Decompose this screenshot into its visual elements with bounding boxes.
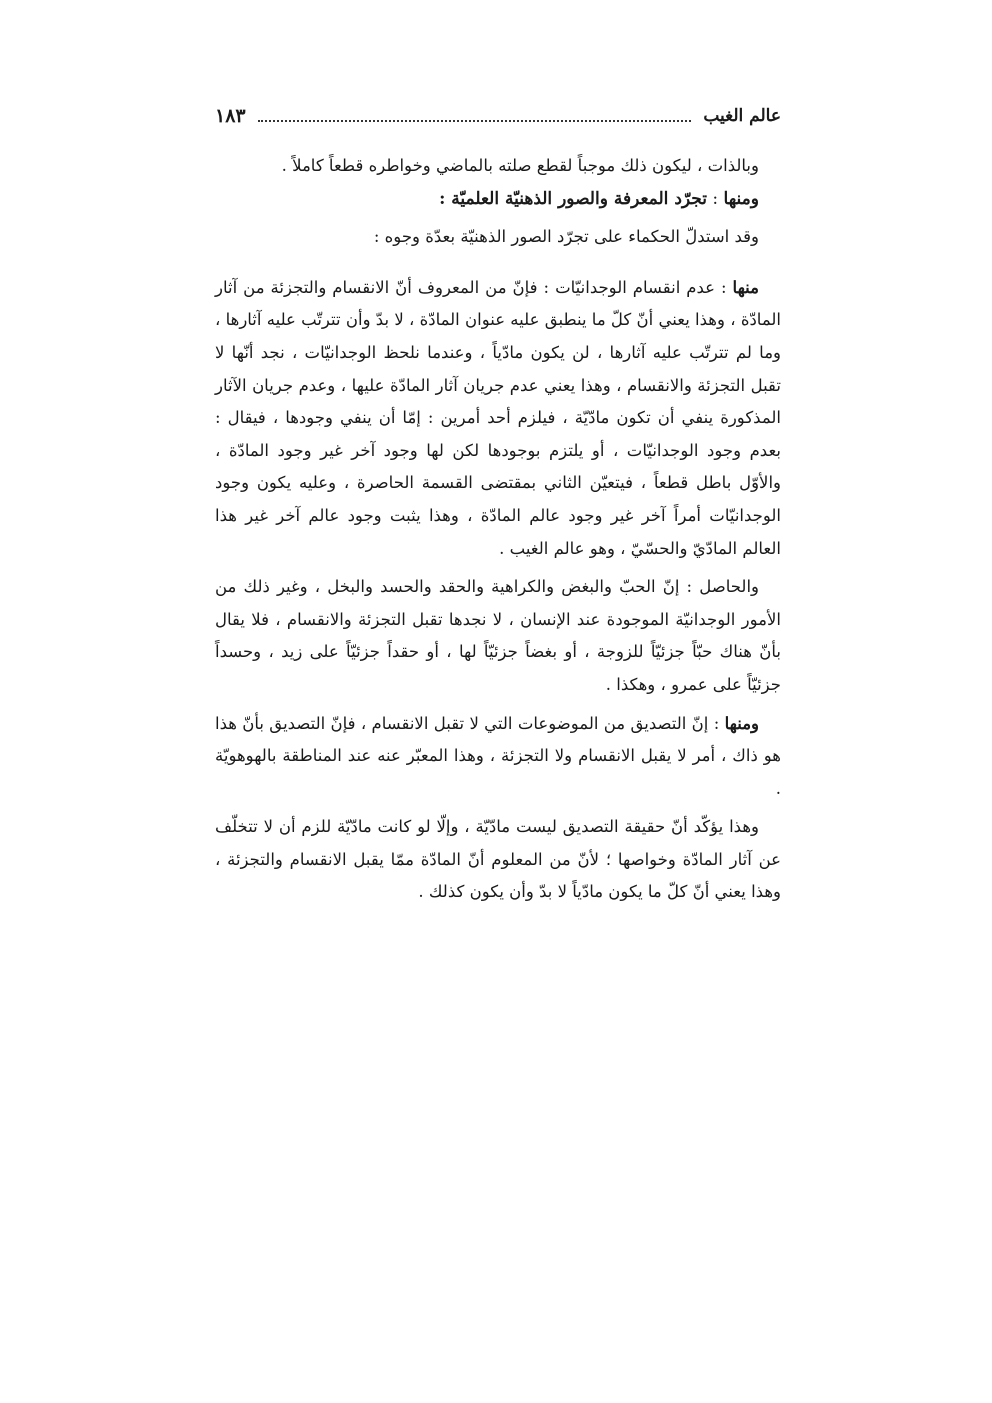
paragraph-continuation: وبالذات ، ليكون ذلك موجباً لقطع صلته بالماضي وخواطره قطعاً كاملاً .: [281, 156, 759, 175]
paragraph-argument-1: [215, 272, 781, 565]
section-heading: [215, 183, 781, 216]
paragraph-summary: والحاصل : إنّ الحبّ والبغض والكراهية والحقد والحسد والبخل ، وغير ذلك من الأمور الوجدانيّة الموجودة عند الإنسان ، لا نجدها تقبل التجزئة والانقسام ، فلا يقال بأنّ هناك حبّاً جزئيّاً للزوجة ، أو بغضاً جزئيّاً لها ، أو حقداً جزئيّاً على زيد ، وحسداً جزئيّاً على عمرو ، وهكذا .: [215, 577, 781, 694]
running-title: عالم الغيب: [703, 106, 781, 126]
paragraph-conclusion: وهذا يؤكّد أنّ حقيقة التصديق ليست مادّيّة ، وإلّا لو كانت مادّيّة للزم أن لا تتخلّف عن آثار المادّة وخواصها ؛ لأنّ من المعلوم أنّ المادّة ممّا يقبل الانقسام والتجزئة ، وهذا يعني أنّ كلّ ما يكون مادّياً لا بدّ وأن يكون كذلك .: [215, 817, 781, 902]
argument-2-text: : إنّ التصديق من الموضوعات التي لا تقبل الانقسام ، فإنّ التصديق بأنّ هذا هو ذاك ، أمر لا يقبل الانقسام ولا التجزئة ، وهذا المعبّر عنه عند المناطقة بالهوهويّة .: [215, 713, 781, 798]
page-body: [215, 150, 781, 909]
argument-1-lead: منها: [732, 277, 759, 297]
header-dotted-leader: [258, 119, 692, 122]
argument-2-lead: ومنها: [724, 713, 759, 733]
heading-lead: ومنها: [723, 188, 759, 209]
heading-text: تجرّد المعرفة والصور الذهنيّة العلميّة :: [439, 188, 707, 209]
paragraph-intro: وقد استدلّ الحكماء على تجرّد الصور الذهنيّة بعدّة وجوه :: [373, 227, 759, 247]
argument-1-text: : عدم انقسام الوجدانيّات : فإنّ من المعروف أنّ الانقسام والتجزئة من آثار المادّة ، وهذا يعني أنّ كلّ ما ينطبق عليه عنوان المادّة ، لا بدّ وأن تترتّب عليه آثارها ، وما لم تترتّب عليه آثارها ، لن يكون مادّياً ، وعندما نلحظ الوجدانيّات ، نجد أنّها لا تقبل التجزئة والانقسام ، وهذا يعني عدم جريان آثار المادّة عليها ، وعدم جريان الآثار المذكورة ينفي أن تكون مادّيّة ، فيلزم أحد أمرين : إمّا أن ينفي وجودها ، فيقال : بعدم وجود الوجدانيّات ، أو يلتزم بوجودها لكن لها وجود آخر غير وجود المادّة ، والأوّل باطل قطعاً ، فيتعيّن الثاني بمقتضى القسمة الحاصرة ، وعليه يكون وجود الوجدانيّات أمراً آخر غير وجود عالم المادّة ، وهذا يثبت وجود عالم آخر غير هذا العالم المادّيّ والحسّيّ ، وهو عالم الغيب .: [215, 277, 781, 558]
running-header: [215, 100, 781, 132]
paragraph-argument-2: [215, 708, 781, 806]
page-number: ١٨٣: [215, 105, 246, 127]
heading-separator: :: [706, 188, 724, 209]
